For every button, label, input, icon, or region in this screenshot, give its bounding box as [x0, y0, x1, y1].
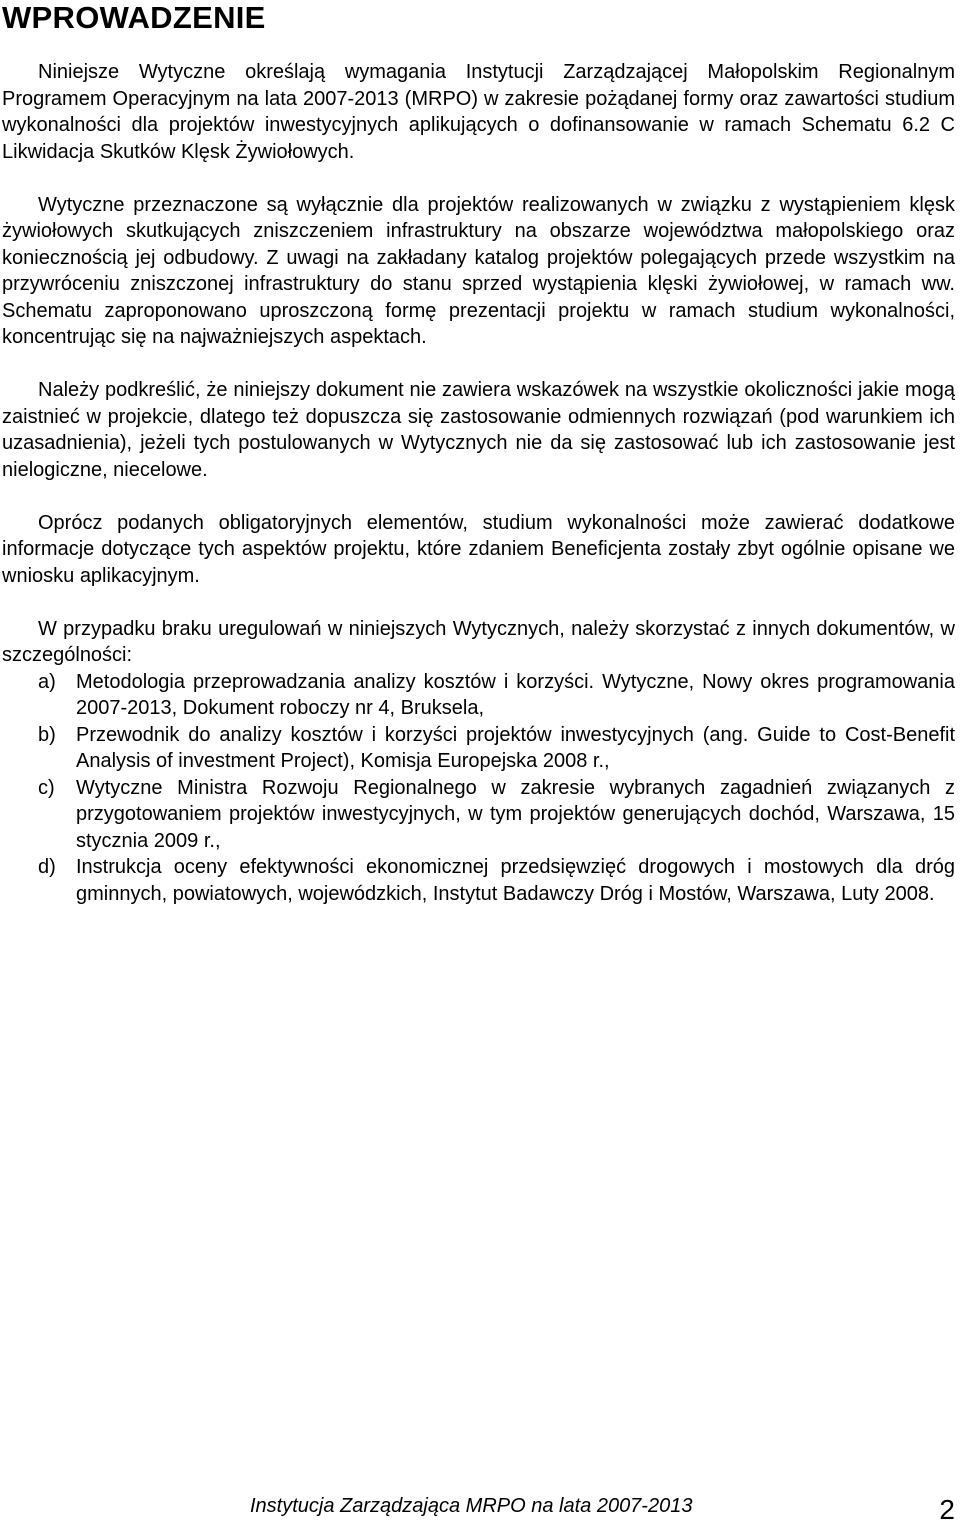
list-marker: d) — [38, 856, 56, 878]
list-marker: b) — [38, 723, 56, 746]
page-number: 2 — [939, 1494, 955, 1525]
paragraph-intro: Niniejsze Wytyczne określają wymagania Instytucji Zarządzającej Małopolskim Regionalnym Programem Operacyjnym na lata 2007-2013 (MRPO) w zakresie pożądanej formy oraz zawartości studium wykonalności dla projektów inwestycyjnych aplikujących o dofinansowanie w ramach Schematu 6.2 C Likwidacja Skutków Klęsk Żywiołowych. — [2, 61, 955, 163]
list-marker: a) — [38, 670, 56, 693]
list-item-text: Wytyczne Ministra Rozwoju Regionalnego w zakresie wybranych zagadnień związanych z przygotowaniem projektów inwestycyjnych, w tym projektów generujących dochód, Warszawa, 15 stycznia 2009 r., — [76, 776, 955, 852]
list-item-text: Przewodnik do analizy kosztów i korzyści projektów inwestycyjnych (ang. Guide to Cost-Benefit Analysis of investment Project), Komisja Europejska 2008 r., — [76, 723, 955, 772]
page-title: WPROWADZENIE — [2, 0, 266, 35]
paragraph-purpose: Wytyczne przeznaczone są wyłącznie dla projektów realizowanych w związku z wystąpieniem klęsk żywiołowych skutkujących zniszczeniem infrastruktury na obszarze województwa małopolskiego oraz koniecznością jej odbudowy. Z uwagi na zakładany katalog projektów polegających przede wszystkim na przywróceniu zniszczonej infrastruktury do stanu sprzed wystąpienia klęski żywiołowej, w ramach ww. Schematu zaproponowano uproszczoną formę prezentacji projektu w ramach studium wykonalności, koncentrując się na najważniejszych aspektach. — [2, 193, 955, 348]
list-item-text: Instrukcja oceny efektywności ekonomicznej przedsięwzięć drogowych i mostowych dla dróg gminnych, powiatowych, wojewódzkich, Instytut Badawczy Dróg i Mostów, Warszawa, Luty 2008. — [76, 856, 955, 905]
list-item — [2, 775, 955, 855]
list-item — [2, 722, 955, 775]
list-item-text: Metodologia przeprowadzania analizy kosztów i korzyści. Wytyczne, Nowy okres programowania 2007-2013, Dokument roboczy nr 4, Bruksela, — [76, 670, 955, 719]
document-body — [2, 59, 955, 907]
list-item — [2, 669, 955, 722]
list-marker: c) — [38, 776, 55, 799]
list-item — [2, 854, 955, 907]
paragraph-note: Należy podkreślić, że niniejszy dokument nie zawiera wskazówek na wszystkie okoliczności jakie mogą zaistnieć w projekcie, dlatego też dopuszcza się zastosowanie odmiennych rozwiązań (pod warunkiem ich uzasadnienia), jeżeli tych postulowanych w Wytycznych nie da się zastosować lub ich zastosowanie jest nielogiczne, niecelowe. — [2, 379, 955, 481]
paragraph-references-intro: W przypadku braku uregulowań w niniejszych Wytycznych, należy skorzystać z innych dokumentów, w szczególności: — [2, 617, 955, 666]
reference-list — [2, 669, 955, 908]
page-footer: Instytucja Zarządzająca MRPO na lata 2007-2013 — [250, 1495, 693, 1517]
paragraph-additional: Oprócz podanych obligatoryjnych elementów, studium wykonalności może zawierać dodatkowe informacje dotyczące tych aspektów projektu, które zdaniem Beneficjenta zostały zbyt ogólnie opisane we wniosku aplikacyjnym. — [2, 511, 955, 587]
